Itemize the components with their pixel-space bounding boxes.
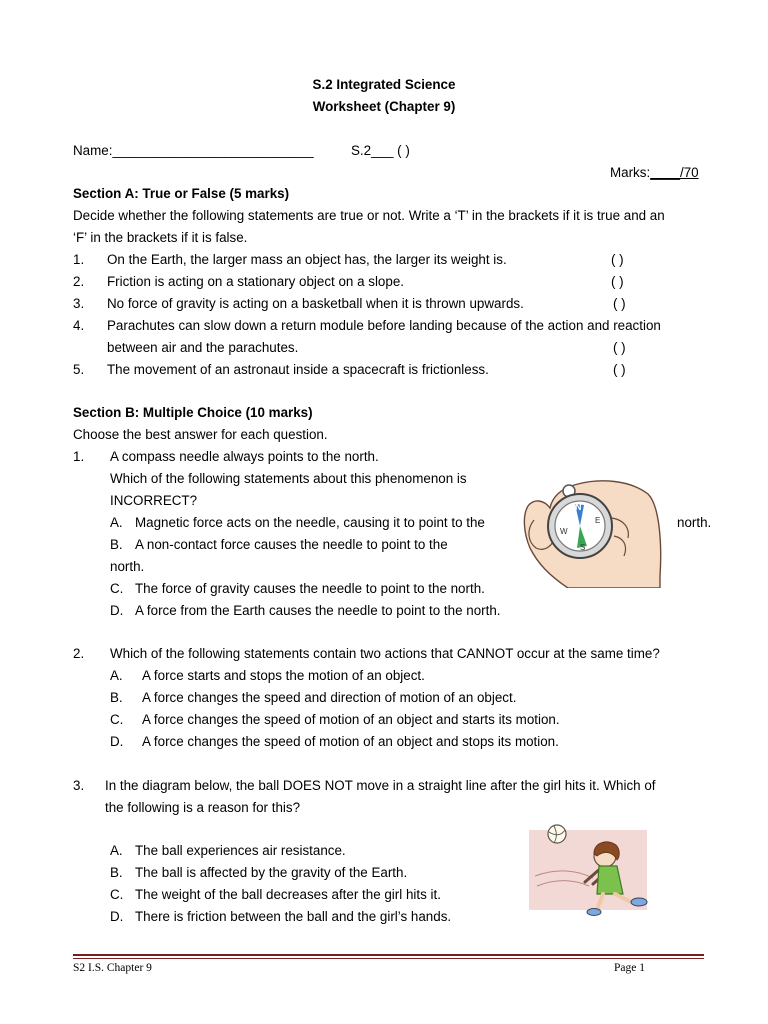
mc-option-text: A force changes the speed and direction of motion of an object.: [142, 690, 517, 705]
tf-item-text: Friction is acting on a stationary object on a slope.: [107, 274, 404, 289]
worksheet-title: S.2 Integrated Science: [312, 77, 456, 92]
mc-question-number: 3.: [73, 778, 85, 793]
mc-option-text: There is friction between the ball and the girl’s hands.: [135, 909, 452, 924]
section-a-heading: Section A: True or False (5 marks): [73, 186, 290, 201]
mc-option-text: The weight of the ball decreases after the girl hits it.: [135, 887, 441, 902]
compass-letter-west: W: [560, 527, 568, 536]
mc-question-stem: Which of the following statements about this phenomenon is: [110, 471, 467, 486]
mc-option-label: D.: [110, 603, 124, 618]
compass-hand-illustration: [520, 476, 666, 588]
marks-blank: ____: [650, 165, 680, 180]
mc-option-text: The ball is affected by the gravity of the Earth.: [135, 865, 408, 880]
mc-question-stem: In the diagram below, the ball DOES NOT move in a straight line after the girl hits it. Which of: [105, 778, 656, 793]
mc-option-label: A.: [110, 668, 123, 683]
tf-item-number: 4.: [73, 318, 85, 333]
compass-letter-south: S: [580, 543, 586, 552]
mc-question-number: 1.: [73, 449, 85, 464]
mc-option-label: A.: [110, 515, 123, 530]
mc-option-text: The force of gravity causes the needle to point to the north.: [135, 581, 485, 596]
mc-option-label: C.: [110, 581, 124, 596]
tf-answer-bracket[interactable]: ( ): [613, 340, 626, 355]
mc-option-text-tail: north.: [677, 515, 712, 530]
mc-option-label: C.: [110, 887, 124, 902]
mc-option-label: B.: [110, 865, 123, 880]
name-field[interactable]: [73, 143, 314, 159]
volleyball-icon: [548, 825, 566, 843]
mc-option-text: A force changes the speed of motion of an object and stops its motion.: [142, 734, 559, 749]
tf-answer-bracket[interactable]: ( ): [611, 274, 624, 289]
mc-option-label: D.: [110, 909, 124, 924]
section-b-instruction: Choose the best answer for each question.: [73, 427, 328, 442]
tf-item-number: 1.: [73, 252, 85, 267]
mc-option-label: D.: [110, 734, 124, 749]
tf-item-text: No force of gravity is acting on a basketball when it is thrown upwards.: [107, 296, 524, 311]
mc-option-label: B.: [110, 690, 123, 705]
mc-question-stem: the following is a reason for this?: [105, 800, 301, 815]
section-a-instruction: Decide whether the following statements are true or not. Write a ‘T’ in the brackets if it is true and an: [73, 208, 665, 223]
tf-answer-bracket[interactable]: ( ): [613, 362, 626, 377]
tf-item-number: 3.: [73, 296, 85, 311]
mc-question-stem: Which of the following statements contain two actions that CANNOT occur at the same time?: [110, 646, 660, 661]
compass-letter-east: E: [595, 516, 601, 525]
name-blank: ___________________________: [112, 143, 314, 158]
mc-option-label: C.: [110, 712, 124, 727]
tf-item-number: 5.: [73, 362, 85, 377]
worksheet-subtitle: Worksheet (Chapter 9): [312, 99, 456, 114]
mc-option-text: A non-contact force causes the needle to point to the: [135, 537, 448, 552]
mc-question-stem: A compass needle always points to the north.: [110, 449, 379, 464]
tf-item-text: On the Earth, the larger mass an object has, the larger its weight is.: [107, 252, 507, 267]
class-field[interactable]: S.2___ ( ): [351, 143, 410, 158]
marks-field: [610, 165, 699, 181]
page-number: Page 1: [614, 962, 645, 974]
tf-answer-bracket[interactable]: ( ): [611, 252, 624, 267]
illustration-background: [529, 830, 647, 910]
tf-item-text-cont: between air and the parachutes.: [107, 340, 299, 355]
mc-question-number: 2.: [73, 646, 85, 661]
mc-option-label: B.: [110, 537, 123, 552]
footer-rule: [73, 954, 704, 956]
mc-option-text: Magnetic force acts on the needle, causing it to point to the: [135, 515, 485, 530]
tf-answer-bracket[interactable]: ( ): [613, 296, 626, 311]
tf-item-text: Parachutes can slow down a return module before landing because of the action and reaction: [107, 318, 661, 333]
tf-item-number: 2.: [73, 274, 85, 289]
mc-option-text-tail: north.: [110, 559, 145, 574]
mc-question-stem: INCORRECT?: [110, 493, 198, 508]
girl-shoe: [631, 898, 647, 906]
marks-label: Marks:: [610, 165, 651, 180]
section-b-heading: Section B: Multiple Choice (10 marks): [73, 405, 313, 420]
volleyball-girl-illustration: [527, 822, 655, 918]
footer-rule-thin: [73, 958, 704, 959]
footer-chapter: S2 I.S. Chapter 9: [73, 962, 152, 974]
mc-option-text: A force from the Earth causes the needle to point to the north.: [135, 603, 501, 618]
marks-total: /70: [679, 165, 699, 180]
tf-item-text: The movement of an astronaut inside a spacecraft is frictionless.: [107, 362, 489, 377]
mc-option-text: The ball experiences air resistance.: [135, 843, 346, 858]
mc-option-text: A force starts and stops the motion of an object.: [142, 668, 425, 683]
mc-option-text: A force changes the speed of motion of an object and starts its motion.: [142, 712, 560, 727]
name-label: Name:: [73, 143, 113, 158]
mc-option-label: A.: [110, 843, 123, 858]
compass-letter-north: N: [575, 502, 582, 512]
girl-shoe: [587, 909, 601, 916]
section-a-instruction-cont: ‘F’ in the brackets if it is false.: [73, 230, 248, 245]
